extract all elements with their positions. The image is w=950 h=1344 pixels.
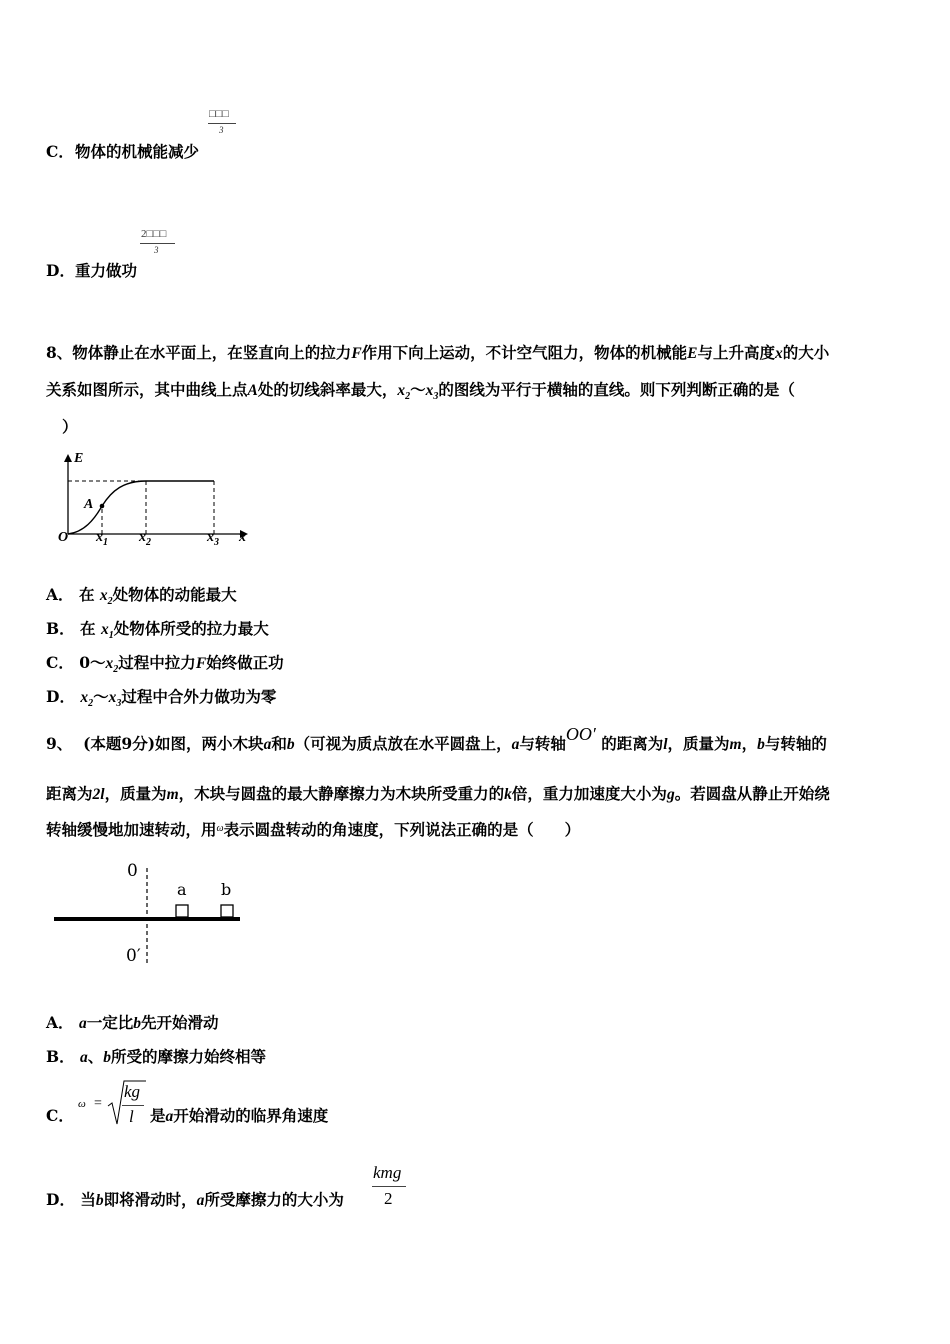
q9-text: （可视为质点放在水平圆盘上， — [294, 734, 512, 753]
q7-option-c-text: 物体的机械能减少 — [75, 142, 200, 161]
option-text: 在 — [78, 585, 95, 604]
y-axis-arrow — [64, 454, 72, 462]
option-label: B． — [46, 619, 75, 638]
option-sub: 1 — [108, 630, 114, 642]
option-text: 即将滑动时， — [103, 1190, 197, 1209]
graph-label-e: E — [74, 451, 84, 466]
option-text: 一定比 — [86, 1013, 134, 1032]
q9-var-k: k — [504, 786, 512, 803]
q9-var-l: l — [663, 736, 668, 753]
option-var: x — [108, 689, 117, 706]
q8-text: 的大小 — [782, 343, 830, 362]
option-equals: = — [94, 1096, 102, 1111]
block-a — [176, 905, 188, 917]
q9-var-2l: 2l — [92, 786, 105, 803]
q7-option-d-frac-line — [140, 243, 175, 244]
option-text: 当 — [80, 1190, 96, 1209]
figure-label-bottom: 0′ — [126, 946, 141, 966]
option-text: 始终做正功 — [206, 653, 284, 672]
sqrt-numerator: kg — [124, 1082, 141, 1101]
q8-var-x: x — [397, 382, 406, 399]
q7-option-c-label: C． — [46, 142, 74, 161]
q9-text: 。若圆盘从静止开始绕 — [674, 784, 830, 803]
q9-option-d-text — [46, 1188, 344, 1210]
graph-label-x2 — [139, 530, 151, 548]
graph-x2-var: x — [139, 530, 146, 545]
option-var: a — [78, 1015, 87, 1032]
q8-line-1 — [46, 341, 829, 363]
q8-sub: 2 — [405, 391, 411, 403]
option-label: C． — [46, 1106, 74, 1125]
q8-text: 与上升高度 — [697, 343, 776, 362]
q9-var-m: m — [729, 736, 742, 753]
q7-option-c-frac-top: □□□ — [209, 108, 229, 120]
option-label: A． — [46, 585, 74, 604]
q8-sub: 3 — [433, 391, 439, 403]
graph-label-o: O — [58, 530, 69, 545]
point-a — [100, 504, 105, 509]
q8-var-e: E — [687, 345, 698, 362]
option-text: 过程中拉力 — [118, 653, 196, 672]
q9-text: 倍，重力加速度大小为 — [511, 784, 667, 803]
q8-text: 的图线为平行于横轴的直线。则下列判断正确的是（ — [438, 380, 795, 399]
graph-x1-sub: 1 — [103, 536, 108, 548]
q8-var-a: A — [247, 382, 258, 399]
q9-option-a — [46, 1011, 218, 1033]
option-sub: 2 — [113, 664, 119, 676]
option-label: A． — [46, 1013, 74, 1032]
q8-option-a — [46, 583, 237, 607]
q8-option-b — [46, 617, 269, 641]
option-label: B． — [46, 1047, 75, 1066]
q9-text: 转轴缓慢地加速转动，用 — [46, 820, 217, 839]
q7-option-d-label: D． — [46, 261, 75, 280]
sqrt-denominator: l — [129, 1107, 134, 1126]
q8-var-f: F — [351, 345, 362, 362]
frac-numerator: kmg — [373, 1163, 402, 1182]
q9-text: (本题9分)如图，两小木块 — [83, 734, 264, 753]
figure-label-top: 0 — [127, 861, 138, 881]
option-text: 过程中合外力做功为零 — [121, 687, 277, 706]
q9-text: ， — [741, 734, 758, 753]
option-var: a — [80, 1049, 88, 1066]
option-sub: 2 — [88, 698, 94, 710]
option-var: b — [133, 1015, 141, 1032]
option-text: 在 — [80, 619, 96, 638]
q9-axis-oo: OO′ — [565, 724, 596, 744]
graph-x3-var: x — [207, 530, 214, 545]
option-text: 所受摩擦力的大小为 — [204, 1190, 344, 1209]
option-var: a — [196, 1192, 205, 1209]
option-omega: ω — [78, 1098, 86, 1110]
q9-text: 与转轴 — [519, 734, 566, 753]
graph-label-x: x — [239, 530, 246, 545]
option-var: x — [99, 587, 108, 604]
option-text: 开始滑动的临界角速度 — [173, 1106, 329, 1125]
graph-label-x3 — [207, 530, 219, 548]
q9-option-c-text — [150, 1104, 328, 1126]
q9-text: ，质量为 — [104, 784, 167, 803]
option-text: 、 — [87, 1047, 104, 1066]
q8-option-d — [46, 685, 276, 709]
option-text: 是 — [150, 1106, 166, 1125]
option-text: 处物体所受的拉力最大 — [113, 619, 269, 638]
frac-denominator: 2 — [384, 1189, 393, 1208]
q9-text: 与转轴的 — [764, 734, 827, 753]
q9-text: 表示圆盘转动的角速度，下列说法正确的是（ ） — [223, 820, 581, 839]
q7-option-d-frac-top: 2□□□ — [141, 228, 167, 240]
q8-option-c — [46, 651, 284, 675]
option-text: 处物体的动能最大 — [112, 585, 237, 604]
graph-label-x1 — [96, 530, 108, 548]
option-sub: 2 — [107, 596, 113, 608]
q8-line-3: ） — [62, 417, 78, 436]
figure-label-a: a — [177, 880, 187, 899]
sqrt-frac-line — [122, 1105, 144, 1106]
option-text: 所受的摩擦力始终相等 — [111, 1047, 267, 1066]
q9-var-g: g — [666, 786, 675, 803]
option-var: x — [105, 655, 114, 672]
q9-number: 9、 — [46, 734, 73, 753]
block-b — [221, 905, 233, 917]
q8-number: 8、 — [46, 343, 73, 362]
graph-x2-sub: 2 — [146, 536, 151, 548]
q9-text: 距离为 — [46, 784, 93, 803]
q9-var-m: m — [166, 786, 179, 803]
option-text: 0～ — [79, 653, 106, 672]
option-var: x — [80, 689, 89, 706]
q9-line-3 — [46, 818, 580, 840]
option-var: x — [100, 621, 109, 638]
q9-var-a: a — [263, 736, 272, 753]
q7-option-c-frac-bottom: 3 — [219, 125, 224, 135]
q9-var-b: b — [757, 736, 765, 753]
q8-text: 处的切线斜率最大， — [257, 380, 398, 399]
q9-text: 的距离为 — [601, 734, 664, 753]
q9-line-2 — [46, 782, 830, 804]
q9-text: 和 — [271, 734, 287, 753]
q9-figure — [50, 858, 250, 973]
option-label: D． — [46, 687, 75, 706]
q9-line-1 — [46, 724, 827, 754]
q9-text: ，质量为 — [667, 734, 730, 753]
option-label: C． — [46, 653, 74, 672]
q9-var-b: b — [286, 736, 295, 753]
frac-line — [372, 1186, 406, 1187]
q8-text: 关系如图所示，其中曲线上点 — [46, 380, 248, 399]
graph-x3-sub: 3 — [214, 536, 219, 548]
q9-omega: ω — [216, 823, 224, 834]
option-sub: 3 — [116, 698, 122, 710]
q8-var-x: x — [775, 345, 783, 362]
q7-option-c-frac-line — [208, 123, 236, 124]
graph-x1-var: x — [96, 530, 103, 545]
q7-option-d-frac-bottom: 3 — [154, 245, 159, 255]
q8-text: 作用下向上运动，不计空气阻力，物体的机械能 — [361, 343, 688, 362]
option-var: a — [165, 1108, 174, 1125]
option-text: 先开始滑动 — [140, 1013, 219, 1032]
q9-var-a: a — [511, 736, 520, 753]
option-tilde: ～ — [93, 687, 109, 706]
q8-tilde: ～ — [410, 380, 426, 399]
q8-text: 物体静止在水平面上，在竖直向上的拉力 — [72, 343, 352, 362]
option-var: F — [195, 655, 207, 672]
q8-var-x: x — [425, 382, 434, 399]
option-label: D． — [46, 1190, 75, 1209]
q9-text: ，木块与圆盘的最大静摩擦力为木块所受重力的 — [178, 784, 505, 803]
graph-label-a: A — [84, 497, 94, 512]
option-var: b — [95, 1192, 104, 1209]
option-var: b — [103, 1049, 112, 1066]
q7-option-d-text: 重力做功 — [75, 261, 138, 280]
q8-line-2 — [46, 378, 795, 402]
figure-label-b: b — [221, 880, 232, 899]
q9-option-b — [46, 1045, 266, 1067]
